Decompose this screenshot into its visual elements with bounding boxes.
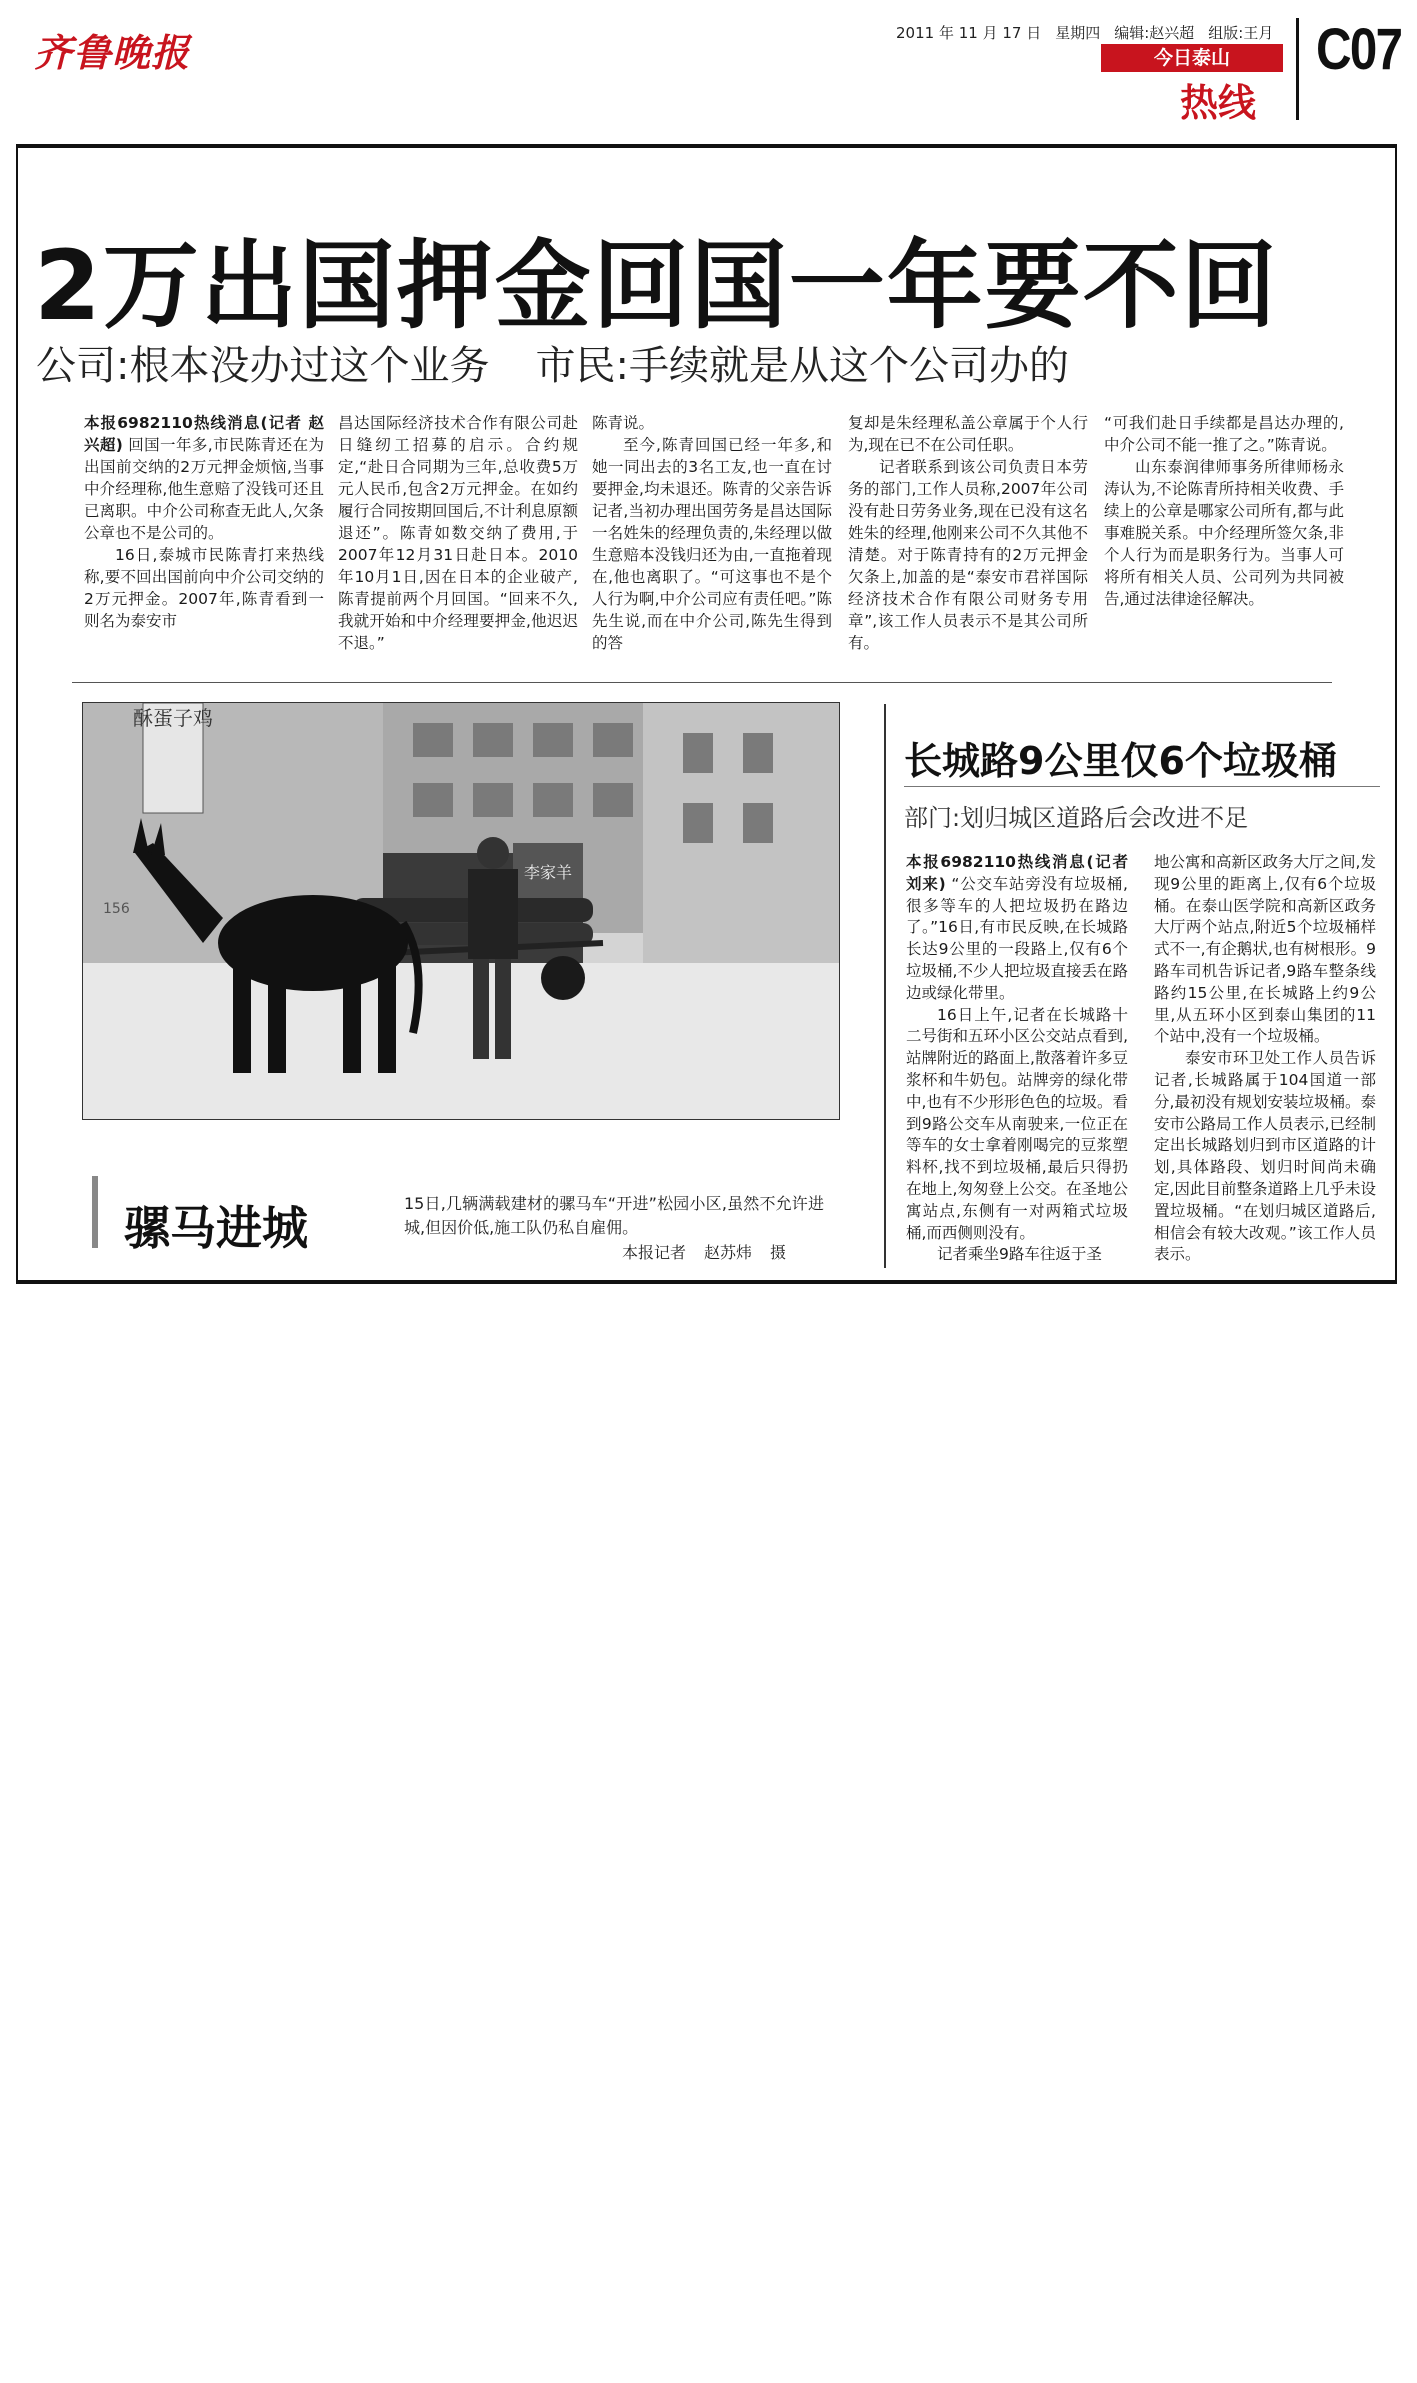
sidebar-divider bbox=[884, 704, 886, 1268]
dateline bbox=[896, 22, 1287, 43]
credit-suffix: 摄 bbox=[770, 1243, 787, 1262]
subhead-citizen: 市民:手续就是从这个公司办的 bbox=[535, 343, 1069, 389]
photo-credit bbox=[604, 1240, 786, 1263]
shop-sign-right: 李家羊 bbox=[523, 863, 573, 882]
side-paragraph: 记者乘坐9路车往返于圣 bbox=[937, 1245, 1102, 1264]
credit-prefix: 本报记者 bbox=[622, 1243, 687, 1262]
main-column-3 bbox=[592, 412, 832, 654]
page-number: C07 bbox=[1316, 17, 1402, 82]
photo-title: 骡马进城 bbox=[124, 1201, 308, 1255]
issue-weekday: 星期四 bbox=[1055, 24, 1101, 42]
side-column-2 bbox=[1154, 852, 1376, 1266]
main-paragraph: 至今,陈青回国已经一年多,和她一同出去的3名工友,也一直在讨要押金,均未退还。陈青的父亲告诉记者,当初办理出国劳务是昌达国际一名姓朱的经理负责的,朱经理以做生意赔本没钱归还为由,一直拖着现在,他也离职了。“可这事也不是个人行为啊,中介公司应有责任吧。”陈先生说,而在中介公司,陈先生得到的答 bbox=[592, 436, 832, 652]
paragraph-text: “公交车站旁没有垃圾桶,很多等车的人把垃圾扔在路边了。”16日,有市民反映,在长城路长达9公里的一段路上,仅有6个垃圾桶,不少人把垃圾直接丢在路边或绿化带里。 bbox=[906, 874, 1128, 1002]
main-paragraph bbox=[84, 412, 324, 544]
shop-sign-left: 酥蛋子鸡 bbox=[133, 706, 213, 730]
subhead-company: 公司:根本没办过这个业务 bbox=[36, 343, 490, 389]
side-byline: 本报6982110热线消息(记者 刘来) bbox=[906, 853, 1128, 893]
main-paragraph: 山东泰润律师事务所律师杨永涛认为,不论陈青所持相关收费、手续上的公章是哪家公司所有,都与此事难脱关系。中介经理所签欠条,非个人行为而是职务行为。当事人可将所有相关人员、公司列为共同被告,通过法律途径解决。 bbox=[1104, 458, 1344, 608]
news-photo bbox=[82, 702, 840, 1120]
side-column-1 bbox=[906, 852, 1128, 1266]
credit-name: 赵苏炜 bbox=[704, 1243, 753, 1262]
side-headline: 长城路9公里仅6个垃圾桶 bbox=[904, 739, 1337, 783]
main-column-4 bbox=[848, 412, 1088, 654]
newspaper-masthead: 齐鲁晚报 bbox=[34, 30, 191, 75]
wall-number: 156 bbox=[103, 901, 130, 917]
side-paragraph: 泰安市环卫处工作人员告诉记者,长城路属于104国道一部分,最初没有规划安装垃圾桶。泰安市公路局工作人员表示,已经制定出长城路划归到市区道路的计划,具体路段、划归时间尚未确定,因此目前整条道路上几乎未设置垃圾桶。“在划归城区道路后,相信会有较大改观。”该工作人员表示。 bbox=[1154, 1049, 1376, 1264]
side-paragraph: 地公寓和高新区政务大厅之间,发现9公里的距离上,仅有6个垃圾桶。在泰山医学院和高新区政务大厅两个站点,附近5个垃圾桶样式不一,有企鹅状,也有树根形。9路车司机告诉记者,9路车整条线路约15公里,在长城路上约9公里,从五环小区到泰山集团的11个站中,没有一个垃圾桶。 bbox=[1154, 853, 1376, 1046]
section-label: 今日泰山 bbox=[1101, 44, 1283, 72]
main-column-5 bbox=[1104, 412, 1344, 610]
main-byline: 本报6982110热线消息(记者 赵兴超) bbox=[84, 414, 324, 454]
main-subhead bbox=[36, 334, 1115, 391]
side-paragraph bbox=[906, 852, 1128, 1005]
side-subhead: 部门:划归城区道路后会改进不足 bbox=[904, 804, 1249, 832]
editor-credit: 编辑:赵兴超 bbox=[1114, 24, 1195, 42]
caption-accent-bar bbox=[92, 1176, 98, 1248]
side-headline-rule bbox=[904, 786, 1380, 787]
layout-credit: 组版:王月 bbox=[1208, 24, 1274, 42]
main-paragraph: 复却是朱经理私盖公章属于个人行为,现在已不在公司任职。 bbox=[848, 414, 1088, 454]
mule-cart-photo bbox=[83, 703, 839, 1119]
main-column-1 bbox=[84, 412, 324, 632]
section-divider bbox=[72, 682, 1332, 683]
main-paragraph: 16日,泰城市民陈青打来热线称,要不回出国前向中介公司交纳的2万元押金。2007年,陈青看到一则名为泰安市 bbox=[84, 546, 324, 630]
photo-caption: 15日,几辆满载建材的骡马车“开进”松园小区,虽然不允许进城,但因价低,施工队仍私自雇佣。 bbox=[404, 1194, 824, 1237]
main-paragraph: 记者联系到该公司负责日本劳务的部门,工作人员称,2007年公司没有赴日劳务业务,现在已没有这名姓朱的经理,他刚来公司不久其他不清楚。对于陈青持有的2万元押金欠条上,加盖的是“泰安市君祥国际经济技术合作有限公司财务专用章”,该工作人员表示不是其公司所有。 bbox=[848, 458, 1088, 652]
issue-date: 2011 年 11 月 17 日 bbox=[896, 24, 1042, 42]
header-divider bbox=[1296, 18, 1299, 120]
main-column-2 bbox=[338, 412, 578, 654]
main-paragraph: “可我们赴日手续都是昌达办理的,中介公司不能一推了之。”陈青说。 bbox=[1104, 414, 1344, 454]
main-paragraph: 昌达国际经济技术合作有限公司赴日缝纫工招募的启示。合约规定,“赴日合同期为三年,总收费5万元人民币,包含2万元押金。在如约履行合同按期回国后,不计利息原额退还”。陈青如数交纳了费用,于2007年12月31日赴日本。2010年10月1日,因在日本的企业破产,陈青提前两个月回国。“回来不久,我就开始和中介经理要押金,他迟迟不退。” bbox=[338, 414, 578, 652]
main-paragraph: 陈青说。 bbox=[592, 414, 655, 432]
main-headline: 2万出国押金回国一年要不回 bbox=[34, 230, 1279, 342]
side-paragraph: 16日上午,记者在长城路十二号街和五环小区公交站点看到,站牌附近的路面上,散落着许多豆浆杯和牛奶包。站牌旁的绿化带中,也有不少形形色色的垃圾。看到9路公交车从南驶来,一位正在等车的女士拿着刚喝完的豆浆塑料杯,找不到垃圾桶,最后只得扔在地上,匆匆登上公交。在圣地公寓站点,东侧有一对两箱式垃圾桶,而西侧则没有。 bbox=[906, 1005, 1128, 1242]
paragraph-text: 回国一年多,市民陈青还在为出国前交纳的2万元押金烦恼,当事中介经理称,他生意赔了没钱可还且已离职。中介公司称查无此人,欠条公章也不是公司的。 bbox=[84, 436, 324, 542]
section-hot-label: 热线 bbox=[1180, 81, 1257, 125]
